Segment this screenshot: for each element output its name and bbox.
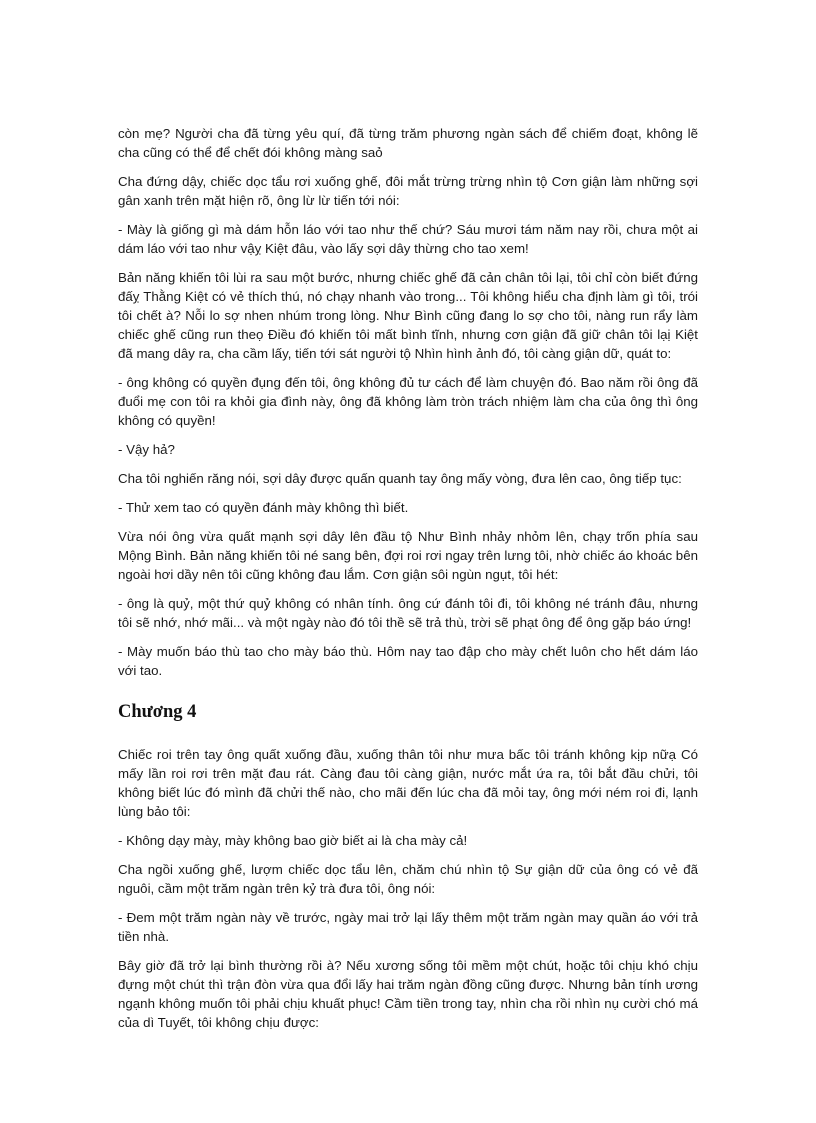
chapter-heading: Chương 4 [118, 702, 197, 722]
paragraph-1: còn mẹ? Người cha đã từng yêu quí, đã từng trăm phương ngàn sách để chiếm đoạt, không lẽ cha cũng có thể để chết đói không màng saỏ [118, 126, 698, 160]
paragraph-14: Cha ngồi xuống ghế, lượm chiếc dọc tẩu lên, chăm chú nhìn tộ̣ Sự giận dữ của ông có vẻ đã nguôi, cầm một trăm ngàn trên kỷ trà đưa tôi, ông nói: [118, 862, 698, 896]
paragraph-15: - Đem một trăm ngàn này về trước, ngày mai trở lại lấy thêm một trăm ngàn may quần áo với trả tiền nhà. [118, 910, 698, 944]
paragraph-11: - Mày muốn báo thù tao cho mày báo thù. Hôm nay tao đập cho mày chết luôn cho hết dám láo với tao. [118, 644, 698, 678]
paragraph-8: - Thử xem tao có quyền đánh mày không thì biết. [118, 500, 409, 515]
paragraph-9: Vừa nói ông vừa quất mạnh sợi dây lên đầu tộ̣ Như Bình nhảy nhỏm lên, chạy trốn phía sau Mộng Bình. Bản năng khiến tôi né sang bên, đợi roi rơi ngay trên lưng tôi, nhờ chiếc áo khoác bên ngoài hơi dầy nên tôi cũng không đau lắm. Cơn giận sôi ngùn ngụt, tôi hét: [118, 529, 698, 582]
document-page [118, 124, 698, 1042]
paragraph-6: - Vậy hả? [118, 442, 175, 457]
paragraph-12: Chiếc roi trên tay ông quất xuống đầu, xuống thân tôi như mưa bấc tôi tránh không kịp nữạ Có mấy lần roi rơi trên mặt đau rát. Càng đau tôi càng giận, nước mắt ứa ra, tôi bắt đầu chửi, tôi không biết lúc đó mình đã chửi thế nào, cho mãi đến lúc cha đã mỏi tay, ông mới ném roi đi, lạnh lùng bảo tôi: [118, 747, 698, 819]
paragraph-16: Bây giờ đã trở lại bình thường rồi à? Nếu xương sống tôi mềm một chút, hoặc tôi chịu khó chịu đựng một chút thì trận đòn vừa qua đổi lấy hai trăm ngàn đồng cũng được. Nhưng bản tính ương ngạnh không muốn tôi phải chịu khuất phục! Cầm tiền trong tay, nhìn cha rồi nhìn nụ cười chó má của dì Tuyết, tôi không chịu được: [118, 958, 698, 1030]
paragraph-4: Bản năng khiến tôi lùi ra sau một bước, nhưng chiếc ghế đã cản chân tôi lại, tôi chỉ còn biết đứng đấỵ Thằng Kiệt có vẻ thích thú, nó chạy nhanh vào trong... Tôi không hiểu cha định làm gì tôi, trói tôi chết à? Nỗi lo sợ nhen nhúm trong lòng. Như Bình cũng đang lo sợ cho tôi, nàng run rẩy làm chiếc ghế cũng run theọ Điều đó khiến tôi mất bình tĩnh, nhưng cơn giận đã giữ chân tôi lạị Kiệt đã mang dây ra, cha cầm lấy, tiến tới sát người tộ̣ Nhìn hình ảnh đó, tôi càng giận dữ, quát to: [118, 270, 698, 361]
paragraph-5: - ông không có quyền đụng đến tôi, ông không đủ tư cách để làm chuyện đó. Bao năm rồi ông đã đuổi mẹ con tôi ra khỏi gia đình này, ông đã không làm tròn trách nhiệm làm cha của ông thì ông không có quyền! [118, 375, 698, 428]
paragraph-7: Cha tôi nghiến răng nói, sợi dây được quấn quanh tay ông mấy vòng, đưa lên cao, ông tiếp tục: [118, 471, 682, 486]
paragraph-3: - Mày là giống gì mà dám hỗn láo với tao như thế chứ? Sáu mươi tám năm nay rồi, chưa một ai dám láo với tao như vậỵ Kiệt đâu, vào lấy sợi dây thừng cho tao xem! [118, 222, 698, 256]
paragraph-10: - ông là quỷ, một thứ quỷ không có nhân tính. ông cứ đánh tôi đi, tôi không né tránh đâu, nhưng tôi sẽ nhớ, nhớ mãi... và một ngày nào đó tôi thề sẽ trả thù, trời sẽ phạt ông để ông gặp báo ứng! [118, 596, 698, 630]
paragraph-2: Cha đứng dậy, chiếc dọc tẩu rơi xuống ghế, đôi mắt trừng trừng nhìn tộ̣ Cơn giận làm những sợi gân xanh trên mặt hiện rõ, ông lừ lừ tiến tới nói: [118, 174, 698, 208]
paragraph-13: - Không dạy mày, mày không bao giờ biết ai là cha mày cả! [118, 833, 468, 848]
